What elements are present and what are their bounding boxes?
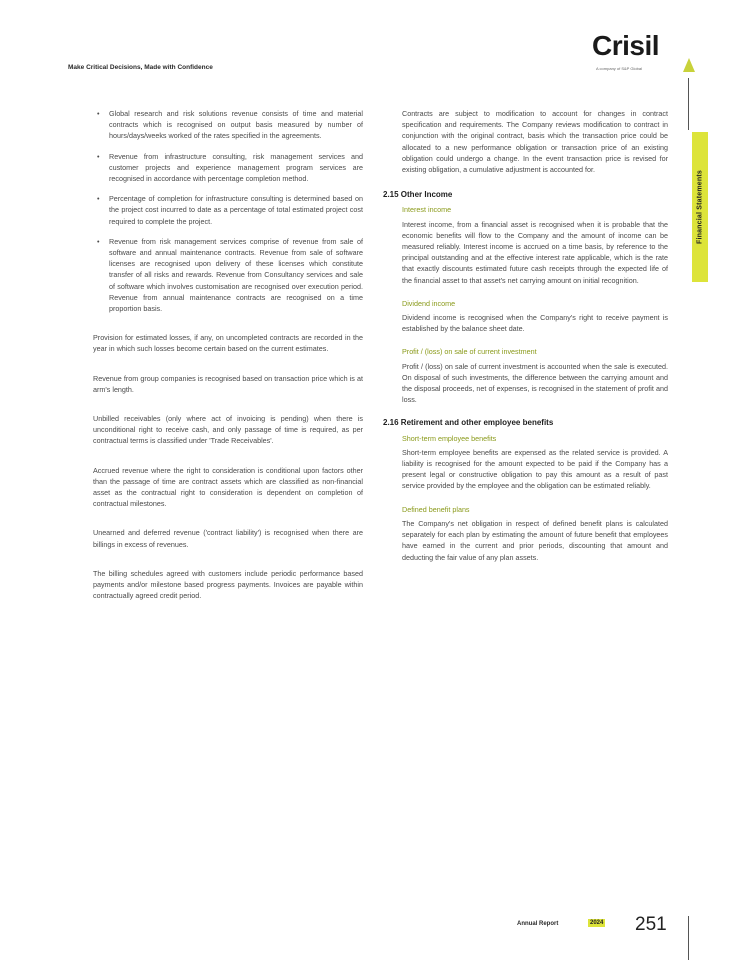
sub-heading: Defined benefit plans xyxy=(402,504,470,514)
sub-heading: Profit / (loss) on sale of current investment xyxy=(402,347,537,357)
list-item: • Global research and risk solutions revenue consists of time and material contracts which is recognised on output basis measured by number of hours/days/weeks worked of the rates specified in the agreements. xyxy=(109,108,363,142)
revenue-bullets xyxy=(93,108,363,314)
paragraph: Unbilled receivables (only where act of invoicing is pending) when there is unconditional right to receive cash, and only passage of time is required, as per contractual terms is classified under 'Trade Receivables'. xyxy=(93,414,363,446)
accent-triangle-icon xyxy=(683,58,695,72)
paragraph: Provision for estimated losses, if any, on uncompleted contracts are recorded in the year in which such losses become certain based on the current estimates. xyxy=(93,333,363,354)
paragraph: Contracts are subject to modification to account for changes in contract specification and requirements. The Company reviews modification to contract in conjunction with the original contract, basis which the transaction price could be allocated to a new performance obligation or transaction price of an existing obligation could undergo a change. In the event transaction price is revised for existing obligation, a cumulative adjustment is accounted for. xyxy=(402,109,668,175)
paragraph: The Company's net obligation in respect of defined benefit plans is calculated separately for each plan by estimating the amount of future benefit that employees have earned in the current and prior periods, discounting that amount and deducting the fair value of any plan assets. xyxy=(402,518,668,562)
sub-heading: Interest income xyxy=(402,205,452,215)
paragraph: Interest income, from a financial asset is recognised when it is probable that the economic benefits will flow to the Company and the amount of income can be measured reliably. Interest income is accrued on a time basis, by reference to the principal outstanding and at the effective interest rate applicable, which is the rate that exactly discounts estimated future cash receipts through the expected life of the financial asset to that asset's net carrying amount on initial recognition. xyxy=(402,219,668,285)
brand-logo: Crisil xyxy=(592,30,660,61)
margin-rule-top xyxy=(688,78,689,130)
paragraph: Dividend income is recognised when the Company's right to receive payment is established by the balance sheet date. xyxy=(402,313,668,334)
section-heading: 2.15 Other Income xyxy=(383,190,453,200)
margin-rule-bottom xyxy=(688,916,689,960)
sub-heading: Dividend income xyxy=(402,298,456,308)
list-item: • Revenue from infrastructure consulting, risk management services and customer projects and experience management program services are recognised in accordance with percentage completion method. xyxy=(109,151,363,185)
list-item: • Percentage of completion for infrastructure consulting is determined based on the project cost incurred to date as a percentage of total estimated project cost required to complete the project. xyxy=(109,193,363,227)
paragraph: Unearned and deferred revenue ('contract liability') is recognised when there are billings in excess of revenues. xyxy=(93,528,363,549)
section-tab xyxy=(692,132,708,282)
footer-year-badge: 2024 xyxy=(590,920,604,926)
paragraph: Revenue from group companies is recognised based on transaction price which is at arm's length. xyxy=(93,373,363,394)
section-tab-label: Financial Statements xyxy=(696,169,704,245)
page-number: 251 xyxy=(635,914,667,935)
paragraph: Accrued revenue where the right to consideration is conditional upon factors other than the passage of time are contract assets which are classified as non-financial asset as the contractual right to consideration is dependent on completion of contractual milestones. xyxy=(93,465,363,509)
paragraph: The billing schedules agreed with customers include periodic performance based payments and/or milestone based progress payments. Invoices are payable within contractually agreed credit period. xyxy=(93,568,363,601)
page-tagline: Make Critical Decisions, Made with Confidence xyxy=(68,64,213,71)
paragraph: Profit / (loss) on sale of current investment is accounted when the sale is executed. On disposal of such investments, the difference between the carrying amount and the disposal proceeds, net of expenses, is recognised in the statement of profit and loss. xyxy=(402,361,668,405)
right-column xyxy=(383,108,668,575)
sub-heading: Short-term employee benefits xyxy=(402,433,497,443)
footer-label: Annual Report xyxy=(517,921,559,927)
paragraph: Short-term employee benefits are expensed as the related service is provided. A liability is recognised for the amount expected to be paid if the Company has a present legal or constructive obligation to pay this amount as a result of past service provided by the employee and the obligation can be estimated reliably. xyxy=(402,447,668,491)
brand-subtitle: A company of S&P Global xyxy=(596,66,642,71)
list-item: • Revenue from risk management services comprise of revenue from sale of software and annual maintenance contracts. Revenue from sale of software licenses are recognised upon delivery of these licenses which constitute transfer of all risks and rewards. Revenue from Consultancy services and sale of software which involves customisation are recognised over execution period. Revenue from annual maintenance contracts are recognised on a time proportion basis. xyxy=(109,236,363,314)
section-heading: 2.16 Retirement and other employee benefits xyxy=(383,418,554,428)
left-column xyxy=(93,108,363,620)
